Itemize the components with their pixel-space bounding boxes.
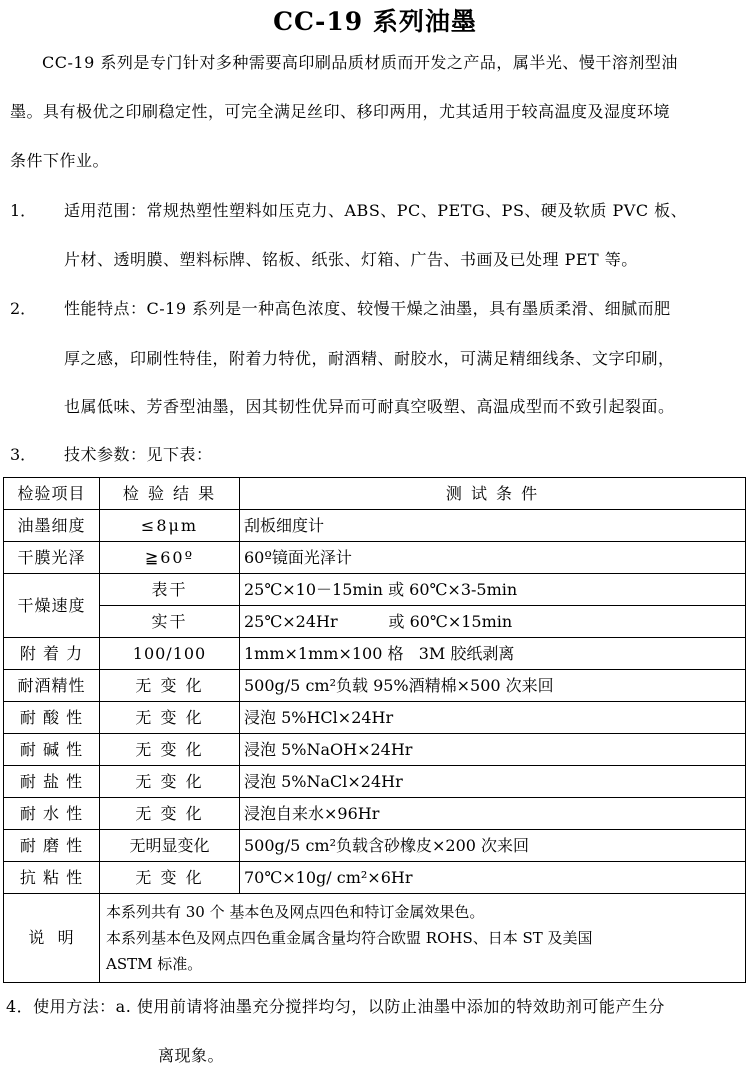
table-row xyxy=(4,766,746,798)
row-result: 无 变 化 xyxy=(100,766,240,798)
row-condition: 浸泡 5%NaCl×24Hr xyxy=(240,766,746,798)
row-item: 附 着 力 xyxy=(4,638,100,670)
row-item: 干燥速度 xyxy=(4,574,100,638)
table-row xyxy=(4,734,746,766)
section-1-line-1: 适用范围：常规热塑性塑料如压克力、ABS、PC、PETG、PS、硬及软质 PVC 板、 xyxy=(64,201,688,220)
note-content xyxy=(100,894,746,983)
row-condition: 25℃×10－15min 或 60℃×3-5min xyxy=(240,574,746,606)
intro-line-3: 条件下作业。 xyxy=(10,151,110,170)
row-item: 油墨细度 xyxy=(4,510,100,542)
row-result: 无 变 化 xyxy=(100,798,240,830)
row-condition: 浸泡 5%NaOH×24Hr xyxy=(240,734,746,766)
row-result: 无 变 化 xyxy=(100,670,240,702)
section-1-number: 1． xyxy=(10,201,37,220)
row-condition: 刮板细度计 xyxy=(240,510,746,542)
table-row xyxy=(4,638,746,670)
section-4-line-2: 离现象。 xyxy=(158,1046,225,1065)
row-item: 干膜光泽 xyxy=(4,542,100,574)
intro-line-2: 墨。具有极优之印刷稳定性，可完全满足丝印、移印两用，尤其适用于较高温度及湿度环境 xyxy=(10,102,671,121)
row-item: 抗 粘 性 xyxy=(4,862,100,894)
note-line-3: ASTM 标准。 xyxy=(106,955,203,973)
section-3-line-1: 技术参数：见下表： xyxy=(64,445,213,464)
row-item: 耐 磨 性 xyxy=(4,830,100,862)
row-result: 无 变 化 xyxy=(100,702,240,734)
row-item: 耐酒精性 xyxy=(4,670,100,702)
spec-table xyxy=(3,477,746,983)
row-condition: 500g/5 cm²负载含砂橡皮×200 次来回 xyxy=(240,830,746,862)
row-condition: 浸泡 5%HCl×24Hr xyxy=(240,702,746,734)
note-label: 说 明 xyxy=(4,894,100,983)
page-title: CC-19 系列油墨 xyxy=(273,7,477,36)
table-row xyxy=(4,606,746,638)
row-condition: 500g/5 cm²负载 95%酒精棉×500 次来回 xyxy=(240,670,746,702)
table-header-row xyxy=(4,478,746,510)
table-row xyxy=(4,798,746,830)
row-result: ≧60º xyxy=(100,542,240,574)
row-item: 耐 碱 性 xyxy=(4,734,100,766)
row-result: 表干 xyxy=(100,574,240,606)
intro-line-1: CC-19 系列是专门针对多种需要高印刷品质材质而开发之产品，属半光、慢干溶剂型油 xyxy=(42,53,678,72)
header-test-item: 检验项目 xyxy=(4,478,100,510)
header-test-result: 检 验 结 果 xyxy=(100,478,240,510)
table-note-row xyxy=(4,894,746,983)
table-row xyxy=(4,702,746,734)
row-condition: 25℃×24Hr 或 60℃×15min xyxy=(240,606,746,638)
row-result: 实干 xyxy=(100,606,240,638)
row-item: 耐 盐 性 xyxy=(4,766,100,798)
section-2-line-3: 也属低味、芳香型油墨，因其韧性优异而可耐真空吸塑、高温成型而不致引起裂面。 xyxy=(64,397,675,416)
section-3-number: 3． xyxy=(10,445,37,464)
header-test-condition: 测 试 条 件 xyxy=(240,478,746,510)
row-condition: 60º镜面光泽计 xyxy=(240,542,746,574)
table-row xyxy=(4,670,746,702)
section-1-line-2: 片材、透明膜、塑料标牌、铭板、纸张、灯箱、广告、书画及已处理 PET 等。 xyxy=(64,250,638,269)
table-row xyxy=(4,574,746,606)
note-line-2: 本系列基本色及网点四色重金属含量均符合欧盟 ROHS、日本 ST 及美国 xyxy=(106,929,593,947)
table-row xyxy=(4,830,746,862)
table-row xyxy=(4,510,746,542)
row-result: 无 变 化 xyxy=(100,734,240,766)
section-2-number: 2． xyxy=(10,299,37,318)
row-item: 耐 酸 性 xyxy=(4,702,100,734)
row-condition: 浸泡自来水×96Hr xyxy=(240,798,746,830)
row-result: 无 变 化 xyxy=(100,862,240,894)
row-item: 耐 水 性 xyxy=(4,798,100,830)
row-result: 无明显变化 xyxy=(100,830,240,862)
section-2-line-1: 性能特点：C-19 系列是一种高色浓度、较慢干燥之油墨，具有墨质柔滑、细腻而肥 xyxy=(64,299,671,318)
row-result: ≤8μm xyxy=(100,510,240,542)
section-2-line-2: 厚之感，印刷性特佳，附着力特优，耐酒精、耐胶水，可满足精细线条、文字印刷， xyxy=(64,349,675,368)
table-row xyxy=(4,542,746,574)
row-result: 100/100 xyxy=(100,638,240,670)
row-condition: 1mm×1mm×100 格 3M 胶纸剥离 xyxy=(240,638,746,670)
row-condition: 70℃×10g/ cm²×6Hr xyxy=(240,862,746,894)
table-row xyxy=(4,862,746,894)
note-line-1: 本系列共有 30 个 基本色及网点四色和特订金属效果色。 xyxy=(106,903,485,921)
section-4-line-1: 4．使用方法：a. 使用前请将油墨充分搅拌均匀，以防止油墨中添加的特效助剂可能产生分 xyxy=(6,997,665,1016)
